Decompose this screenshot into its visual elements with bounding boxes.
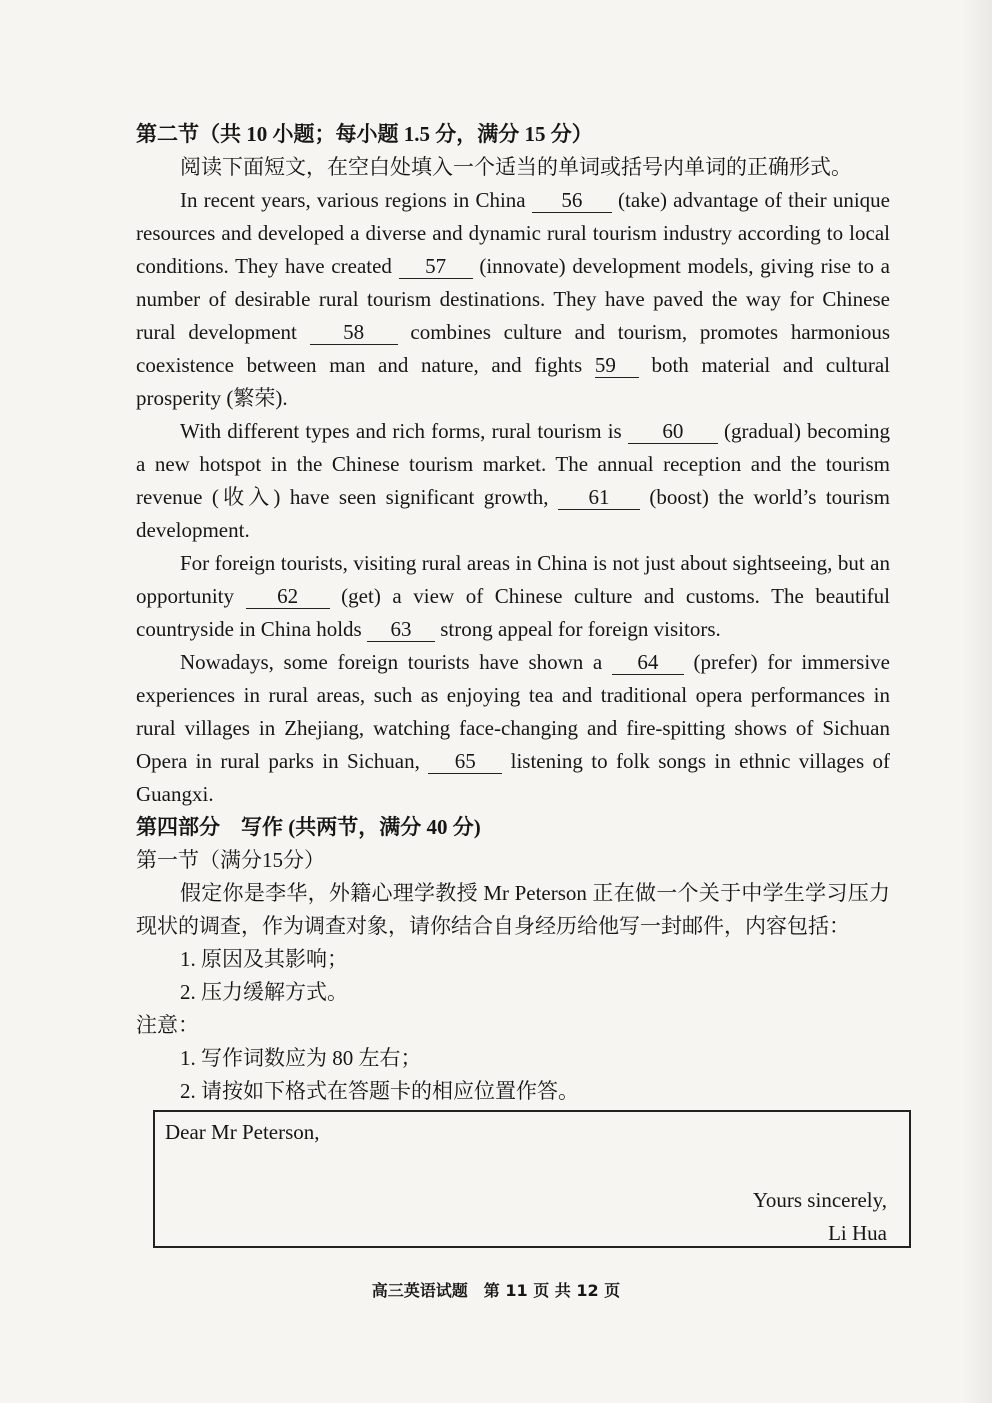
note-item-1: 1. 写作词数应为 80 左右； [180,1046,422,1070]
letter-greeting: Dear Mr Peterson, [165,1120,320,1144]
page-footer: 高三英语试题 第 11 页 共 12 页 [371,1281,621,1300]
letter-closing: Yours sincerely, [752,1188,887,1212]
blank-60: 60 [628,419,718,444]
passage-text: (get) a view of Chinese culture and customs. The beautiful countryside in China holds [136,584,890,641]
section2-instruction: 阅读下面短文，在空白处填入一个适当的单词或括号内单词的正确形式。 [180,155,852,179]
letter-signature: Li Hua [828,1221,887,1245]
passage-text: (innovate) development models, giving rise to a number of desirable rural tourism destinations. They have paved the way for Chinese rural development [136,254,890,344]
part4-heading: 第四部分 写作 (共两节，满分 40 分) [136,815,481,839]
blank-58: 58 [310,320,398,345]
passage-text: (boost) the world’s tourism development. [136,485,890,542]
passage-paragraph-2 [136,415,890,547]
prompt-item-2: 2. 压力缓解方式。 [180,980,348,1004]
passage-paragraph-3 [136,547,890,646]
passage-paragraph-1 [136,184,890,415]
passage-text: (gradual) becoming a new hotspot in the Chinese tourism market. The annual reception and the tourism revenue (收入) have seen significant growth, [136,419,890,509]
exam-content [136,118,890,1108]
passage-text: (take) advantage of their unique resources and developed a diverse and dynamic rural tourism industry according to local conditions. They have created [136,188,890,278]
blank-63: 63 [367,617,435,642]
passage-paragraph-4 [136,646,890,811]
writing-section1-heading: 第一节（满分15分） [136,848,325,872]
blank-62: 62 [246,584,330,609]
passage-text: For foreign tourists, visiting rural areas in China is not just about sightseeing, but an opportunity [136,551,890,608]
passage-text: In recent years, various regions in China [180,188,532,212]
note-label: 注意： [136,1013,199,1037]
letter-closing-block [753,1184,887,1250]
passage-text: strong appeal for foreign visitors. [434,617,721,641]
section2-heading: 第二节（共 10 小题；每小题 1.5 分，满分 15 分） [136,122,593,146]
passage-text: both material and cultural prosperity (繁荣). [136,353,890,410]
passage-text: listening to folk songs in ethnic villages of Guangxi. [136,749,890,806]
blank-61: 61 [558,485,640,510]
blank-64: 64 [612,650,684,675]
page-edge-shade [962,0,992,1403]
prompt-item-1: 1. 原因及其影响； [180,947,348,971]
writing-prompt: 假定你是李华，外籍心理学教授 Mr Peterson 正在做一个关于中学生学习压力现状的调查，作为调查对象，请你结合自身经历给他写一封邮件，内容包括： [136,881,890,938]
blank-56: 56 [532,188,612,213]
blank-57: 57 [399,254,473,279]
passage-text: Nowadays, some foreign tourists have shown a [180,650,612,674]
blank-59: 59 [595,353,639,378]
passage-text: combines culture and tourism, promotes harmonious coexistence between man and nature, and fights [136,320,890,377]
passage-text: With different types and rich forms, rural tourism is [180,419,628,443]
letter-template-box [153,1110,911,1248]
blank-65: 65 [428,749,502,774]
passage-text: (prefer) for immersive experiences in rural areas, such as enjoying tea and traditional opera performances in rural villages in Zhejiang, watching face-changing and fire-spitting shows of Sichuan Opera in rural parks in Sichuan, [136,650,890,773]
note-item-2: 2. 请按如下格式在答题卡的相应位置作答。 [180,1079,579,1103]
